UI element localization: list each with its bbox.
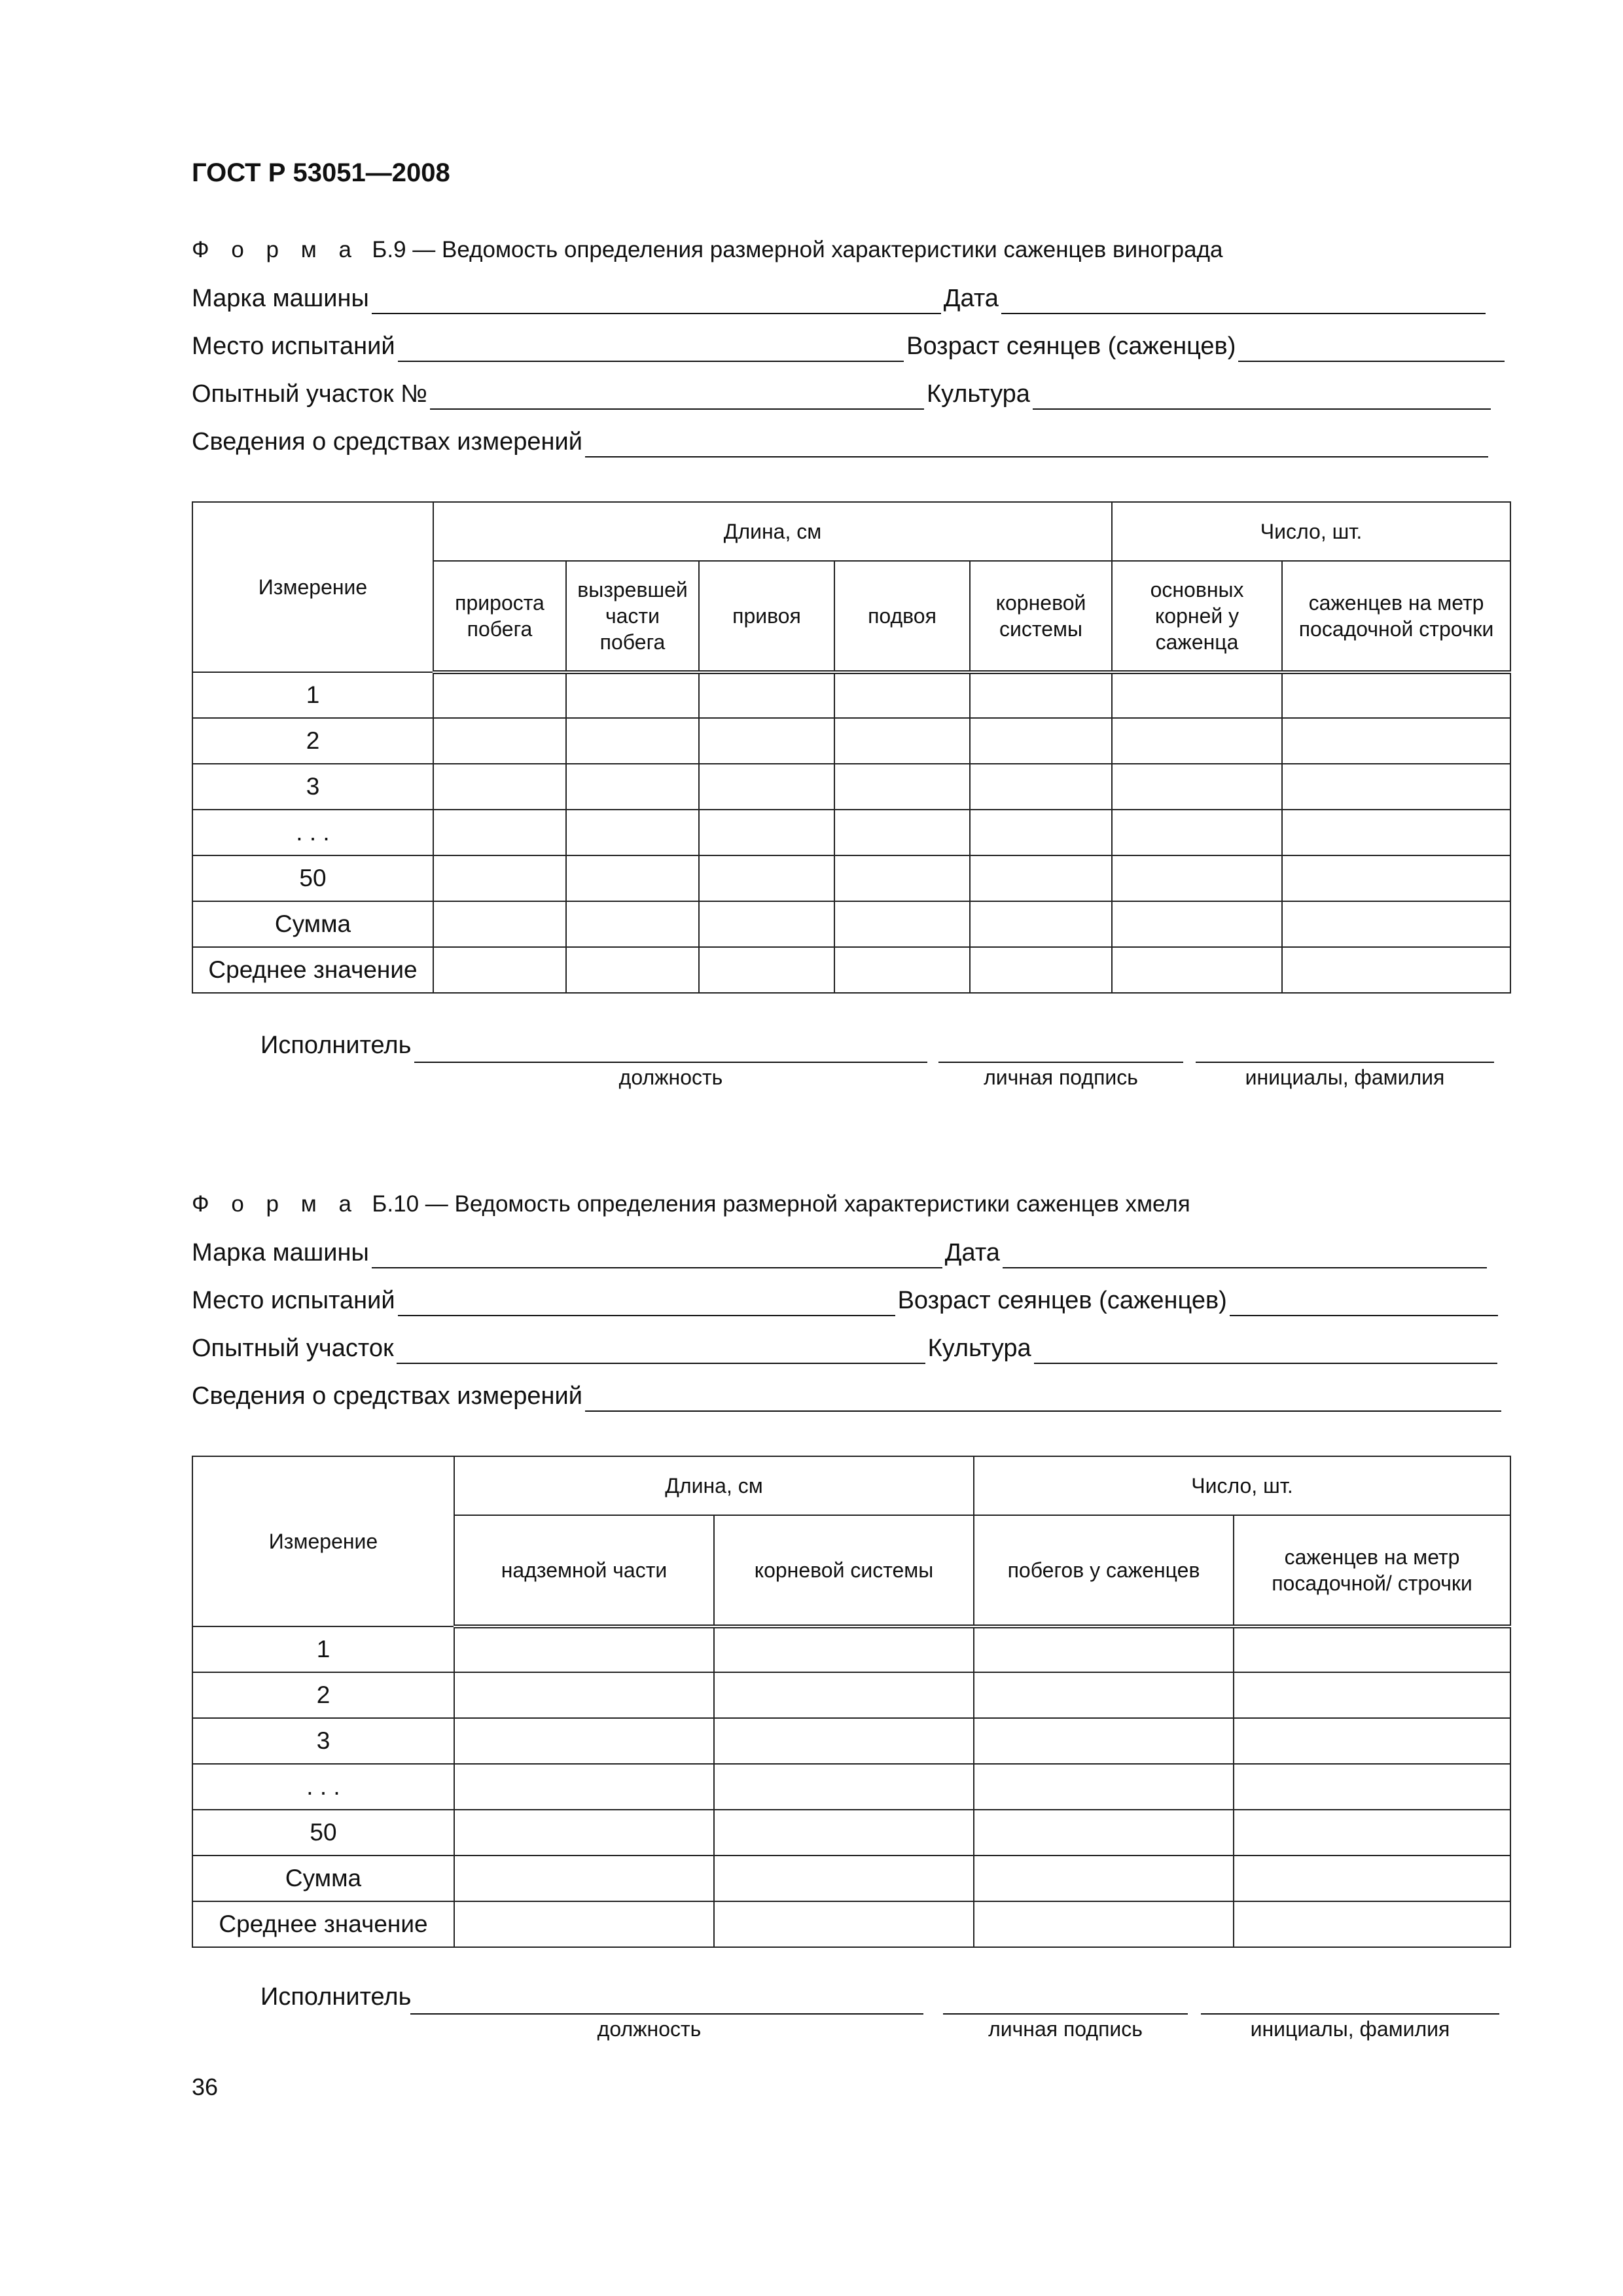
place-label: Место испытаний [192,1287,395,1314]
table-cell[interactable] [974,1810,1234,1856]
form-b9-row-plot [192,377,1507,410]
date-field[interactable] [1003,1244,1487,1268]
table-cell[interactable] [1234,1810,1510,1856]
form-b9-prefix: Ф о р м а [192,237,359,262]
measure-header: Измерение [192,502,433,672]
col-header: саженцев на метр посадочной строчки [1282,561,1510,672]
date-field[interactable] [1001,289,1486,314]
table-row [192,810,1510,855]
plot-field[interactable] [397,1339,925,1364]
table-cell[interactable] [714,1810,974,1856]
table-cell[interactable] [433,947,566,993]
table-cell[interactable] [1112,718,1282,764]
form-b9-row-instruments [192,425,1507,457]
machine-label: Марка машины [192,285,369,312]
plot-label: Опытный участок [192,1335,394,1362]
table-cell[interactable] [1234,1672,1510,1718]
table-cell[interactable] [1112,810,1282,855]
age-field[interactable] [1238,337,1505,362]
length-group-header: Длина, см [454,1456,974,1515]
form-b10-title [192,1191,1190,1217]
age-label: Возраст сеянцев (саженцев) [906,332,1236,360]
row-label: 2 [192,1672,454,1718]
table-cell[interactable] [974,1764,1234,1810]
table-cell[interactable] [974,1718,1234,1764]
name-line[interactable] [1196,1060,1494,1063]
table-cell[interactable] [433,901,566,947]
row-label: . . . [192,810,433,855]
form-b9-title [192,237,1223,263]
instruments-label: Сведения о средствах измерений [192,1382,582,1410]
table-row [192,1856,1510,1901]
table-cell[interactable] [1282,810,1510,855]
table-cell[interactable] [454,1901,714,1947]
table-cell[interactable] [699,718,834,764]
plot-label: Опытный участок № [192,380,427,408]
row-label: Среднее значение [192,1901,454,1947]
crop-field[interactable] [1033,385,1491,410]
table-cell[interactable] [974,1672,1234,1718]
table-row [192,1901,1510,1947]
table-cell[interactable] [1234,1856,1510,1901]
table-cell[interactable] [454,1810,714,1856]
table-cell[interactable] [834,764,970,810]
row-label: 3 [192,1718,454,1764]
table-cell[interactable] [1234,1764,1510,1810]
table-cell[interactable] [566,718,699,764]
table-row [192,1718,1510,1764]
place-field[interactable] [398,337,904,362]
place-label: Место испытаний [192,332,395,360]
table-cell[interactable] [1112,672,1282,718]
table-cell[interactable] [699,764,834,810]
table-row [192,764,1510,810]
table-cell[interactable] [970,810,1112,855]
table-cell[interactable] [1112,855,1282,901]
table-cell[interactable] [1112,901,1282,947]
table-cell[interactable] [834,810,970,855]
table-cell[interactable] [974,1856,1234,1901]
table-row [192,1672,1510,1718]
place-field[interactable] [398,1291,895,1316]
table-row [192,901,1510,947]
form-b10-row-place [192,1283,1507,1316]
table-cell[interactable] [970,718,1112,764]
row-label: . . . [192,1764,454,1810]
table-cell[interactable] [834,901,970,947]
sign-caption: личная подпись [988,2017,1143,2041]
table-row [192,718,1510,764]
table-cell[interactable] [454,1856,714,1901]
table-cell[interactable] [433,855,566,901]
table-cell[interactable] [1234,1626,1510,1672]
table-cell[interactable] [714,1626,974,1672]
row-label: 2 [192,718,433,764]
crop-field[interactable] [1034,1339,1497,1364]
table-cell[interactable] [566,947,699,993]
form-b10-row-plot [192,1331,1507,1364]
col-header: корневой системы [714,1515,974,1626]
length-group-header: Длина, см [433,502,1112,561]
table-cell[interactable] [1282,672,1510,718]
table-cell[interactable] [566,672,699,718]
form-b10-table [192,1456,1511,1948]
position-caption: должность [618,1066,723,1089]
date-label: Дата [943,285,999,312]
col-header: саженцев на метр посадочной/ строчки [1234,1515,1510,1626]
table-cell[interactable] [714,1672,974,1718]
table-cell[interactable] [714,1764,974,1810]
machine-label: Марка машины [192,1239,369,1266]
col-header: подвоя [834,561,970,672]
table-cell[interactable] [970,672,1112,718]
table-cell[interactable] [699,672,834,718]
table-cell[interactable] [566,855,699,901]
table-cell[interactable] [970,901,1112,947]
machine-field[interactable] [372,289,941,314]
table-cell[interactable] [1282,718,1510,764]
page-number: 36 [192,2073,219,2100]
table-cell[interactable] [454,1626,714,1672]
table-cell[interactable] [566,764,699,810]
table-cell[interactable] [1282,855,1510,901]
table-cell[interactable] [1112,947,1282,993]
row-label: Среднее значение [192,947,433,993]
document-header: ГОСТ Р 53051—2008 [192,158,450,187]
table-cell[interactable] [970,764,1112,810]
table-cell[interactable] [699,810,834,855]
table-cell[interactable] [433,718,566,764]
name-line[interactable] [1201,2012,1499,2015]
table-cell[interactable] [970,855,1112,901]
position-caption: должность [597,2017,702,2041]
table-cell[interactable] [1234,1718,1510,1764]
table-cell[interactable] [1282,764,1510,810]
form-b10-row-machine [192,1236,1507,1268]
form-b9-row-place [192,329,1507,362]
instruments-field[interactable] [585,1387,1501,1412]
table-row [192,672,1510,718]
row-label: 1 [192,672,433,718]
table-cell[interactable] [1112,764,1282,810]
age-field[interactable] [1230,1291,1498,1316]
table-cell[interactable] [970,947,1112,993]
sign-line[interactable] [943,2012,1188,2015]
form-b10-row-instruments [192,1379,1507,1412]
table-cell[interactable] [834,718,970,764]
col-header: корневой системы [970,561,1112,672]
table-cell[interactable] [566,810,699,855]
table-row [192,947,1510,993]
position-line[interactable] [414,1060,927,1063]
table-cell[interactable] [834,947,970,993]
table-cell[interactable] [433,764,566,810]
col-header: вызревшей части побега [566,561,699,672]
row-label: 50 [192,1810,454,1856]
row-label: 50 [192,855,433,901]
form-b9-title-text: Б.9 — Ведомость определения размерной характеристики саженцев винограда [372,237,1223,262]
table-cell[interactable] [974,1901,1234,1947]
table-cell[interactable] [1282,901,1510,947]
row-label: 3 [192,764,433,810]
table-cell[interactable] [714,1856,974,1901]
table-cell[interactable] [1282,947,1510,993]
table-row [192,1764,1510,1810]
table-row [192,855,1510,901]
table-row [192,1810,1510,1856]
table-cell[interactable] [454,1672,714,1718]
table-cell[interactable] [699,947,834,993]
table-cell[interactable] [699,855,834,901]
form-b10-title-text: Б.10 — Ведомость определения размерной характеристики саженцев хмеля [372,1191,1190,1217]
table-cell[interactable] [433,810,566,855]
table-cell[interactable] [433,672,566,718]
table-cell[interactable] [974,1626,1234,1672]
table-cell[interactable] [714,1718,974,1764]
table-cell[interactable] [454,1764,714,1810]
form-b9-row-machine [192,281,1507,314]
form-b9-table [192,501,1511,994]
date-label: Дата [944,1239,1000,1266]
sign-line[interactable] [938,1060,1183,1063]
table-cell[interactable] [834,672,970,718]
position-line[interactable] [410,2012,923,2015]
col-header: прироста побега [433,561,566,672]
machine-field[interactable] [372,1244,942,1268]
table-cell[interactable] [566,901,699,947]
name-caption: инициалы, фамилия [1245,1066,1445,1089]
col-header: основных корней у саженца [1112,561,1282,672]
table-row [192,1626,1510,1672]
crop-label: Культура [927,1335,1031,1362]
row-label: 1 [192,1626,454,1672]
age-label: Возраст сеянцев (саженцев) [897,1287,1227,1314]
executor-label: Исполнитель [260,1983,412,2011]
instruments-field[interactable] [585,433,1488,457]
count-group-header: Число, шт. [1112,502,1510,561]
col-header: побегов у саженцев [974,1515,1234,1626]
sign-caption: личная подпись [984,1066,1138,1089]
crop-label: Культура [926,380,1030,408]
measure-header: Измерение [192,1456,454,1626]
col-header: надземной части [454,1515,714,1626]
table-cell[interactable] [699,901,834,947]
name-caption: инициалы, фамилия [1250,2017,1450,2041]
row-label: Сумма [192,1856,454,1901]
form-b10-prefix: Ф о р м а [192,1191,359,1217]
instruments-label: Сведения о средствах измерений [192,428,582,456]
row-label: Сумма [192,901,433,947]
plot-field[interactable] [430,385,924,410]
table-cell[interactable] [714,1901,974,1947]
col-header: привоя [699,561,834,672]
table-cell[interactable] [1234,1901,1510,1947]
table-cell[interactable] [834,855,970,901]
table-cell[interactable] [454,1718,714,1764]
count-group-header: Число, шт. [974,1456,1510,1515]
executor-label: Исполнитель [260,1031,412,1059]
